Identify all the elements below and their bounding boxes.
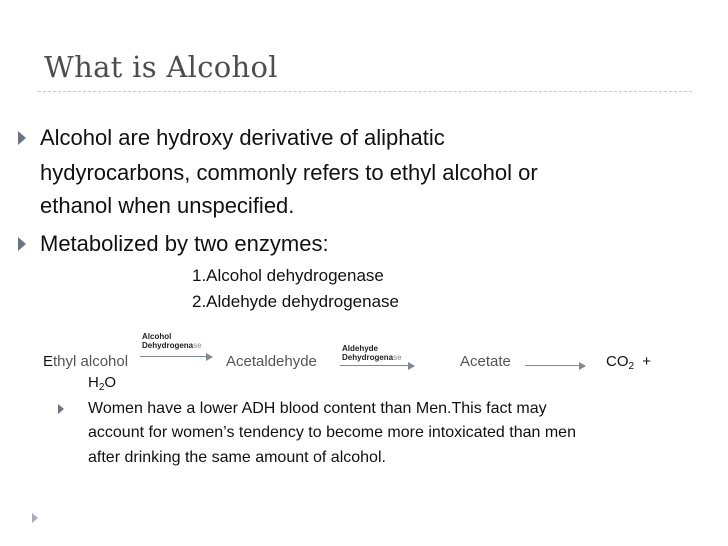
enzyme-item-1: 1.Alcohol dehydrogenase xyxy=(192,266,384,285)
species-h2o-h: H xyxy=(88,374,99,391)
species-h2o-subscript: 2 xyxy=(98,382,105,393)
species-co2-main: CO xyxy=(606,353,629,370)
enzyme-label-1-line-1: Alcohol xyxy=(142,332,172,341)
species-ethyl-alcohol-rest: thyl alcohol xyxy=(53,353,129,370)
enzyme-label-2-suffix: se xyxy=(393,353,402,362)
species-co2-subscript: 2 xyxy=(628,361,635,372)
sub-bullet-line-2: account for women’s tendency to become more intoxicated than men xyxy=(88,424,576,441)
species-plus: + xyxy=(642,353,651,370)
reaction-arrow-3 xyxy=(525,365,585,366)
bullet-1-line-2: hydyrocarbons, commonly refers to ethyl alcohol or xyxy=(40,160,538,185)
enzyme-label-2-line-1: Aldehyde xyxy=(342,344,379,353)
species-acetaldehyde: Acetaldehyde xyxy=(226,353,317,370)
slide-title: What is Alcohol xyxy=(44,50,278,84)
species-h2o xyxy=(88,373,116,397)
reaction-arrow-2 xyxy=(340,365,414,366)
species-ethyl-alcohol-initial: E xyxy=(43,353,54,370)
enzyme-label-1-line-2-main: Dehydrogena xyxy=(142,341,194,350)
sub-bullet-line-3: after drinking the same amount of alcohol. xyxy=(88,449,386,466)
enzyme-item-2: 2.Aldehyde dehydrogenase xyxy=(192,292,399,311)
bullet-arrow-icon xyxy=(18,131,26,145)
sub-bullet-line-1: Women have a lower ADH blood content than Men.This fact may xyxy=(88,400,547,417)
enzyme-label-2-line-2-main: Dehydrogena xyxy=(342,353,394,362)
enzyme-label-aldehyde-dehydrogenase xyxy=(342,344,402,362)
enzyme-label-2-line-2 xyxy=(342,353,402,362)
reaction-arrow-1 xyxy=(140,356,212,357)
title-divider xyxy=(38,91,692,92)
enzyme-label-alcohol-dehydrogenase xyxy=(142,332,202,350)
species-acetate: Acetate xyxy=(460,353,511,370)
species-co2 xyxy=(606,352,651,376)
bullet-2-line-1: Metabolized by two enzymes: xyxy=(40,231,329,256)
bullet-arrow-icon xyxy=(32,513,38,523)
species-h2o-o: O xyxy=(104,374,117,391)
bullet-arrow-icon xyxy=(58,404,64,414)
species-ethyl-alcohol xyxy=(43,352,128,371)
bullet-arrow-icon xyxy=(18,237,26,251)
enzyme-label-1-suffix: se xyxy=(193,341,202,350)
bullet-1-line-3: ethanol when unspecified. xyxy=(40,193,295,218)
enzyme-label-1-line-2 xyxy=(142,341,202,350)
bullet-1-line-1: Alcohol are hydroxy derivative of aliphatic xyxy=(40,125,445,150)
